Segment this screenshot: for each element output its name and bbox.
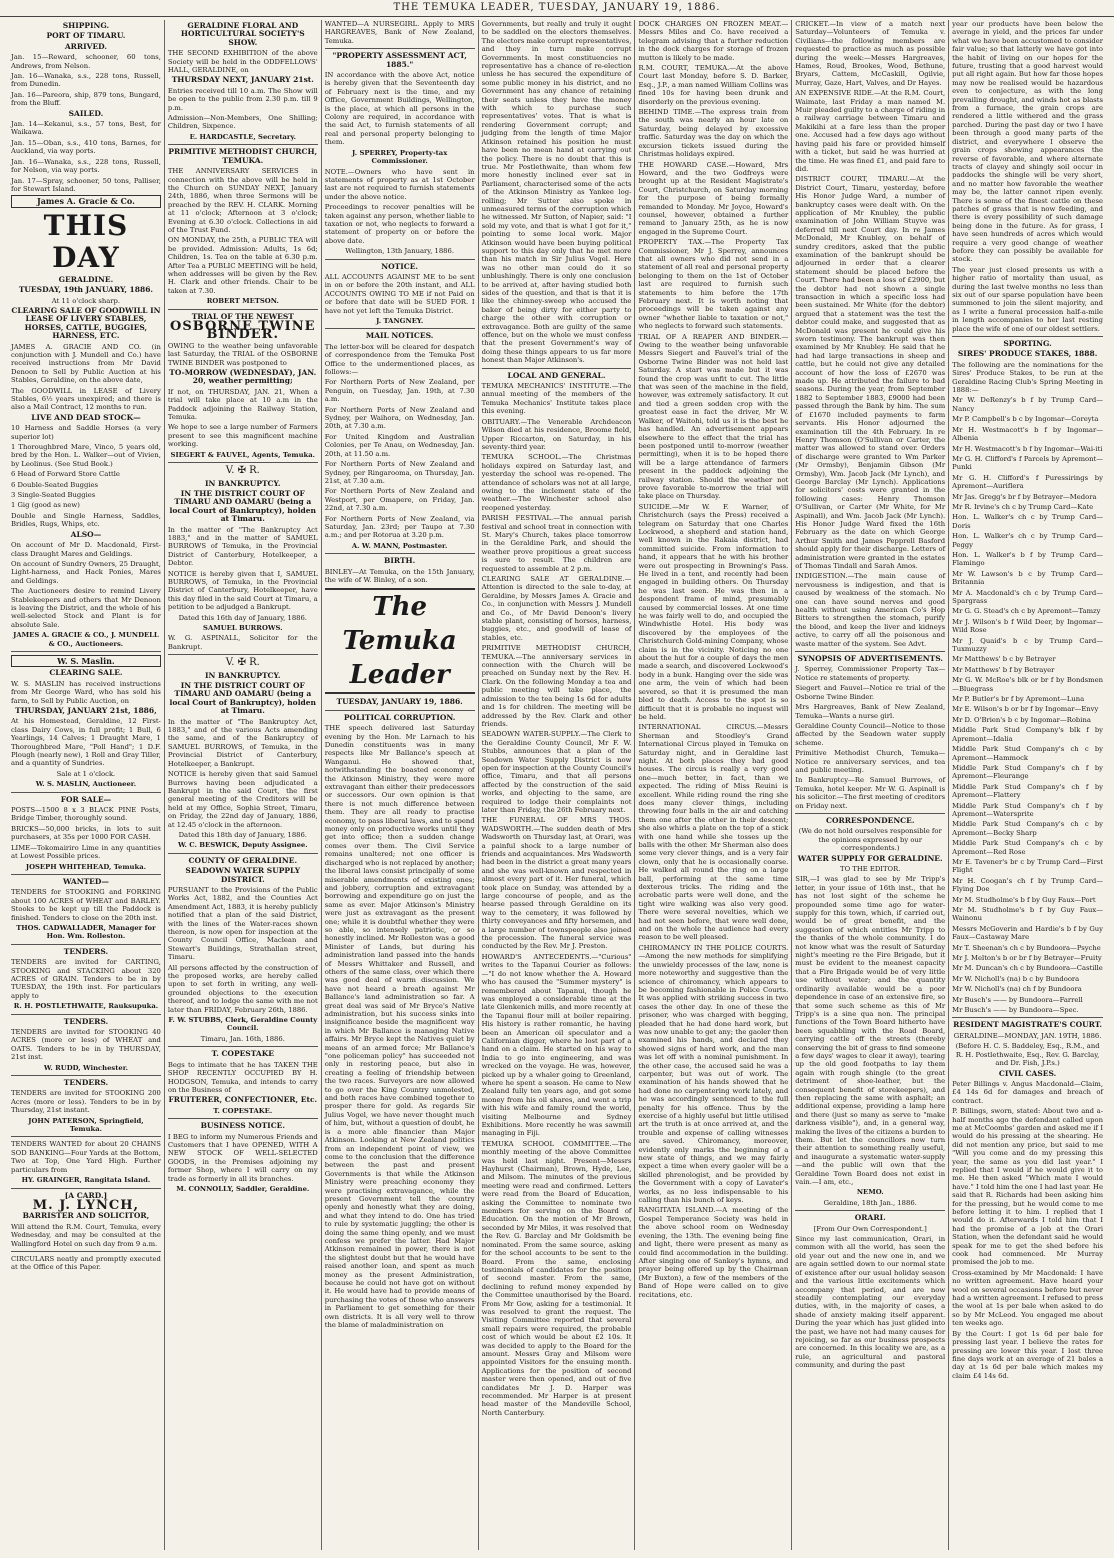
paragraph: 10 Harness and Saddle Horses (a very superior lot): [11, 424, 161, 441]
paragraph: Mr J. Wilson's b f Wild Deer, by Ingomar—Wild Rose: [952, 617, 1104, 635]
paragraph: By the Court: I got 1s 6d per bale for pressing last year. I believe the rates for pressing are lower this year. I lost three fine days work at an average of 21 bales a day at 1s 6d per bale which makes my claim £4 14s 6d.: [952, 1329, 1104, 1380]
signature-line: SIEGERT & FAUVEL, Agents, Temuka.: [170, 450, 316, 459]
section-heading: TO-MORROW (WEDNESDAY), JAN. 20, weather permitting;: [169, 368, 317, 386]
paragraph: Mr W. DeRenzy's b f by Trump Card—Nancy: [952, 396, 1104, 413]
centered-line: GERALDINE—MONDAY, JAN. 19TH, 1886.: [953, 1031, 1102, 1040]
paragraph: In Bankruptcy—Re Samuel Burrows, of Temuka, hotel keeper. Mr W. G. Aspinall is his solicitor.—The first meeting of creditors on Friday next.: [795, 776, 946, 810]
centered-line: Dated this 16th day of January, 1886.: [178, 613, 307, 622]
paragraph: The GOODWILL in LEASE of Livery Stables, 6½ years unexpired; and there is also a Mail Contract, 12 months to run.: [11, 386, 161, 412]
paragraph: TENDERS are invited for STOOKING 200 Acres (more or less). Tenders to be in by Thursday, 21st instant.: [11, 1089, 161, 1115]
section-heading: MAIL NOTICES.: [365, 331, 434, 341]
paragraph: The year just closed presents us with a higher ratio of mortality than usual, as during the last twelve months no less than six out of our sparse population have been summoned to join the silent majority, and as I write a funeral procession half-a-mile in length accompanies to her last resting place the wife of one of our oldest settlers.: [952, 265, 1104, 333]
section-heading: NOTICE.: [381, 261, 419, 271]
paragraph: Mr E. Tavener's br c by Trump Card—First Flight: [952, 857, 1104, 875]
paragraph: 1 Thoroughbred Mare, Vinco, 5 years old, bred by the Hon. L. Walker—out of Vivien, by Leolinus. (See Stud Book.): [11, 443, 161, 468]
royal-seal: V. ✠ R.: [225, 657, 260, 669]
paragraph: JAMES A. GRACIE AND CO. (in conjunction with J. Mundell and Co.) have received instructions from Mr David Denoon to Sell by Public Auction at his Stables, Geraldine, on the above date,: [11, 342, 161, 385]
paragraph: ON MONDAY, the 25th, a PUBLIC TEA will be provided. Admission: Adults, 1s 6d; Children, 1s. Tea on the table at 6.30 p.m. After Tea a PUBLIC MEETING will be held, when addresses will be given by the Rev. H. Clark and other friends. Chair to be taken at 7.30.: [167, 236, 318, 295]
signature-line: R. H. POSTLETHWAITE, Rauksupuka.: [13, 1002, 159, 1011]
section-heading: IN BANKRUPTCY.: [205, 478, 281, 488]
paragraph: DOCK CHARGES ON FROZEN MEAT.—Messrs Miles and Co. have received a telegram advising that a further reduction in the dock charges for storage of frozen mutton is likely to be made.: [638, 20, 789, 62]
display-heading: M. J. LYNCH,: [32, 1197, 140, 1213]
paragraph: CIRCULARS neatly and promptly executed at the Office of this Paper.: [11, 1254, 161, 1272]
column-2: [165, 20, 322, 1550]
section-heading: WATER SUPPLY FOR GERALDINE.: [797, 853, 943, 863]
paragraph: Mr R. Irvine's ch c by Trump Card—Kate: [952, 502, 1094, 511]
paragraph: THE FUNERAL OF MRS THOS. WADSWORTH.—The sudden death of Mrs Wadsworth on Thursday last, at Orari, was a painful shock to a large number of friends and acquaintances. Mrs Wadsworth had been in the district a great many years and she was well-known and respected in almost every part of it. Her funeral, which took place on Sunday, was attended by a large concourse of people, and as the hearse passed through Geraldine on its way to the cemetery, it was followed by thirty conveyances and fifty horsemen, and a large number of townspeople also joined the procession. The funeral service was conducted by the Rev. Mr J. Preston.: [481, 816, 632, 951]
paragraph: RANGITATA ISLAND.—A meeting of the Gospel Temperance Society was held in the above school room on Wednesday evening, the 13th. The evening being fine and light, there were present as many as could find accommodation in the building. After singing one of Sankey's hymns, and prayer being offered up by the Chairman (Mr Buxton), a few of the members of the Band of Hope were called on to give recitations, etc.: [638, 1206, 789, 1299]
section-heading: BUSINESS NOTICE.: [200, 1121, 285, 1131]
paragraph: Messrs McGoverin and Hardie's b f by Guy Faux—Castaway Mare: [952, 924, 1104, 942]
masthead: THE TEMUKA LEADER, TUESDAY, JANUARY 19, 1886.: [0, 0, 1114, 17]
paragraph: Geraldine County Council—Notice to those affected by the Seadown water supply scheme.: [795, 721, 946, 747]
section-heading: POLITICAL CORRUPTION.: [343, 712, 456, 722]
section-heading: THURSDAY, JANUARY 21st, 1886,: [15, 706, 157, 715]
paragraph: CRICKET.—In view of a match next Saturday—Volunteers of Temuka v. Civilians—the following members are requested to practice as much as possible during the week:—Messrs Hargreaves, Hames, Roud, Brookes, Wood, Bethune, Bryars, Cattem, McCaskill, Ogilvie, Murray, Gaze, Hart, Valves, and Dr Hayes.: [795, 20, 946, 87]
paragraph: PURSUANT to the Provisions of the Public Works Act, 1882, and the Counties Act Amendment Act, 1883, it is hereby publicly notified that a plan of the said District, with the lines of the Water-races shown thereon, is now open for inspection at the County Council Office, Maclean and Stewart's Buildings, Strathallan street, Timaru.: [167, 885, 318, 962]
signature-line: JAMES A. GRACIE & CO., J. MUNDELL & CO., Auctioneers.: [13, 631, 159, 648]
divider: [325, 553, 475, 554]
paragraph: All persons affected by the construction of the proposed works, are hereby called upon to set forth in writing, any well-grounded objections to the execution thereof, and to lodge the same with me not later than FRIDAY, February 26th, 1886.: [167, 963, 318, 1014]
paragraph: Will attend the R.M. Court, Temuka, every Wednesday, and may be consulted at the Wallingford Hotel on such day from 9 a.m.: [11, 1222, 161, 1248]
signature-line: NEMO.: [856, 1188, 884, 1197]
auctioneer-box: James A. Gracie & Co.: [11, 195, 161, 207]
paragraph: Mr D. O'Brien's b c by Ingomar—Robina: [952, 715, 1091, 724]
divider: [795, 1210, 945, 1211]
signature-line: W. S. MASLIN, Auctioneer.: [35, 780, 137, 789]
paragraph: Middle Park Stud Company's ch c by Apremont—Becky Sharp: [952, 820, 1104, 837]
paragraph: I BEG to inform my Numerous Friends and Customers that I have OPENED, WITH A NEW STOCK OF WELL-SELECTED GOODS, in the Premises adjoining my former Shop, where I will carry on my trade as formerly in all its branches.: [167, 1132, 318, 1183]
paragraph: P. Billings, sworn, stated: About two and a-half months ago the defendant called upon me at McCoombs' garden and asked me if I would do his pressing at the shearing. He did not mention any price, but said to me "Will you come and do my pressing this year, the same as you did last year." I replied that I would if he would give it to me. He then asked "Which mate I would have." I told him the one I had last year. He said that R. Richards had been asking him for the pressing, but he would come to me before letting it to him. I replied that I would do it. Afterwards I told him that I had the promise of a job at the Orari Station, when the defendant said he would speak for me to get the shed before his cook had commenced. Mr Murray promised the job to me.: [952, 1107, 1104, 1267]
section-heading: IN BANKRUPTCY.: [205, 670, 281, 680]
divider: [952, 336, 1103, 337]
paragraph: POSTS—1500 8 x 3 BLACK PINE Posts, Bridge Timber, thoroughly sound.: [11, 806, 161, 823]
paragraph: PARISH FESTIVAL.—The annual parish festival and school treat in connection with St. Mary's Church, takes place tomorrow in the Geraldine Park, and should the weather prove propitious a great success is sure to result. The children are requested to assemble at 2 p.m.: [481, 514, 632, 573]
section-heading: THURSDAY NEXT, JANUARY 21st.: [171, 75, 314, 85]
section-heading: FOR SALE—: [60, 794, 112, 804]
paragraph: Mr H. Westmacott's b f by Ingomar—Wai-iti: [952, 444, 1103, 453]
section-heading: T. COPESTAKE: [211, 1049, 274, 1059]
section-heading: SHIPPING.: [62, 21, 110, 30]
paragraph: Governments, but really and truly it ought to be saddled on the electors themselves. The electors make corrupt representatives, and they in turn make corrupt Governments. In most constituencies no representative has a chance of re-election unless he has secured the expenditure of some public money in his district, and no Government has any chance of retaining their seats unless they have the money with which to purchase such representatives' votes. That is what is rendering Government corrupt; and judging from the length of time Major Atkinson retained his position he must have been no mean hand at carrying out the policy. There is no doubt that this is true. Mr Postlethwaite, than whom few more honestly inclined ever sat in Parliament, characterised some of the acts of the Atkinson Ministry as Yankee log-rolling; Mr Sutter also spoke in unmeasured terms of the corruption which he witnessed. Mr Sutton, of Napier, said: "I sold my vote, and that is what I got for it," pointing to some local work. Major Atkinson would have been buying political support to this day only that he met more than his match in Sir Julius Vogel. Here was no other man could do it so unblushingly. There is only one conclusion to be arrived at, after having studied both sides of the question, and that is that it is like the chimney-sweep who accused the baker of being dirty for either party to charge the other with corruption or extravagance. Both are guilty of the same offence, but on the whole we must confess that the present Government's way of doing these things appears to us far more honest than Major Atkinson's.: [481, 20, 632, 365]
section-heading: RESIDENT MAGISTRATE'S COURT.: [953, 1020, 1102, 1030]
paragraph: LIME—Tokomairiro Lime in any quantities at Lowest Possible prices.: [11, 843, 161, 861]
paragraph: Mr H. Westmacott's b f by Ingomar—Albenia: [952, 425, 1104, 443]
section-heading: ORARI.: [854, 1213, 886, 1223]
divider: [168, 1046, 318, 1047]
divider: [11, 1136, 161, 1137]
divider: [168, 1118, 318, 1119]
divider: [482, 368, 632, 369]
section-heading: CIVIL CASES.: [998, 1068, 1057, 1078]
paragraph: Mr T. Sheenan's ch c by Bundoora—Psyche: [952, 943, 1101, 952]
paragraph: Cross-examined by Mr Macdonald: I have no written agreement. Have heard your wool on several occasions before but never had a written agreement. I refused to press the wool at 1s per bale when asked to do so by Mr McLeod. You engaged me about ten weeks ago.: [952, 1268, 1104, 1328]
signature-line: J. TANGNEY.: [376, 317, 424, 325]
paragraph: Mr W. Lawson's b c by Trump Card—Britannia: [952, 569, 1104, 587]
paragraph: Middle Park Stud Company's ch f by Apremont—Fleurange: [952, 763, 1104, 781]
divider: [325, 710, 475, 711]
paragraph: Hon. L. Walker's b f by Trump Card—Flamingo: [952, 550, 1104, 568]
signature-line: W. C. BESWICK, Deputy Assignee.: [177, 841, 308, 850]
paragraph: Jan. 16—Pareora, ship, 879 tons, Bungard, from the Bluff.: [11, 90, 161, 108]
paragraph: TEMUKA SCHOOL COMMITTEE.—The monthly meeting of the above Committee was held last night. Present—Messrs Hayhurst (Chairman), Brown, Hyde, Lee, and Milsom. The minutes of the previous meeting were read and confirmed. Letters were read from the Board of Education, asking the Committee to nominate two members for serving on the Board of Education. On the motion of Mr Brown, seconded by Mr Miles, it was resolved that the Rev. G. Barclay and Mr Goldsmith be nominated. From the same source, asking for the school accounts to be sent to the Board. From the same, enclosing testimonials of candidates for the position of second master. From the same, declining to refund money expended by the Committee unauthorised by the Board. From Mr Gow, asking for a testimonial. It was resolved to grant the request. The Visiting Committee reported that several small repairs were required, the probable cost of which would be about £2 10s. It was decided to apply to the Board for the amount. Messrs Gray and Milsom were appointed Visitors for the ensuing month. Applications for the position of second master were then opened, and out of five candidates Mr J. D. Harper was recommended. Mr Harper is at present head master of the Mandeville School, North Canterbury.: [481, 1139, 632, 1417]
paragraph: NOTICE is hereby given that said Samuel Burrows having been adjudicated a Bankrupt in the said Court, the first general meeting of the Creditors will be held at my Office, Sophia Street, Timaru, on Friday, the 22nd day of January, 1886, at 12.45 o'clock in the afternoon.: [167, 770, 318, 829]
auctioneer-box: W. S. Maslin.: [11, 655, 161, 667]
signature-line: JOHN PATERSON, Springfield, Temuka.: [28, 1116, 144, 1134]
paragraph: THE speech delivered last Saturday evening by the Hon. Mr Larnach to his Dunedin constituents was in many respects like Mr Ballance's speech at Wanganui. He showed that, notwithstanding the boasted economy of the Atkinson Ministry, they were more extravagant than either their predecessors or successors. Our own opinion is that there is not much difference between them. They are all ready to practise economy, to pass liberal laws, and to spend money only on productive works until they get into office; then a sudden change comes over them. The Civil Service remains unaltered; not one officer is discharged who is not replaced by another; the liberal laws consist principally of some miserable amendments of existing ones; and jobbery, corruption and extravagant borrowing and expenditure go on just the same as ever. Major Atkinson's Ministry were just as extravagant as the present one; while it is doubtful whether they were so able, so intensely patriotic, or so honestly inclined. Mr Rolleston was a good Minister of Lands, but during his administration land passed into the hands of Messrs Whittaker and Russell, and others of the same class, over which there was good deal of warm discussion. We have not heard a breath against Mr Ballance's land administration so far. A great deal was said of Mr Bryce's Native administration, but his success sinks into insignificance beside the magnificent way in which Mr Ballance is managing Native affairs. Mr Bryce kept the Natives quiet by means of an armed force; Mr Ballance's "one policeman policy" has succeeded not only in restoring peace, but also in creating a feeling of friendship between the two races. Surveyors are now allowed to go over the King Country unmolested, and both races have combined together to prosper there for gold. As regards Sir Julius Vogel, we have never thought much of him, but, without a question of doubt, he is a more able financier than Major Atkinson. Looking at New Zealand politics from an independent point of view, we come to the conclusion that the difference between the past and present Governments is that while the Atkinson Ministry were preaching economy they were practising extravagance, while the present Government tell the country openly and honestly what they are doing, and what they intend to do. One has tried to rule by systematic juggling; the other is doing the same thing openly, and we must confess we prefer the latter. Had Major Atkinson remained in power, there is not the slightest doubt but that he would have raised another loan, and spent as much money as the present Administration, because he could not have got on without it. He would have had to provide means of purchasing the votes of those who answers in Parliament to get something for their own districts. It is all very well to throw the blame of maladministration on: [324, 724, 475, 1330]
paragraph: Jan. 16—Wanaka, s.s., 228 tons, Russell, from Dunedin.: [11, 72, 161, 89]
paragraph: Mr Matthews' b f by Betrayer: [952, 665, 1055, 674]
paragraph: OBITUARY.—The Venerable Archdeacon Wilson died at his residence, Broome field, Upper Riccarton, on Saturday, in his seventy-third year.: [481, 417, 632, 451]
paragraph: Middle Park Stud Company's ch c by Apremont—Hammock: [952, 745, 1104, 762]
signature-line: JOSEPH WHITEHEAD, Temuka.: [25, 862, 146, 871]
centered-line: At 11 o'clock sharp.: [51, 296, 121, 305]
paragraph: For United Kingdom and Australian Colonies, per Te Anau, on Wednesday, Jan. 20th, at 11.50 a.m.: [324, 432, 475, 458]
divider: [952, 1017, 1103, 1018]
paragraph: We hope to see a large number of Farmers present to see this magnificent machine working.: [167, 423, 318, 449]
paragraph: INTERNATIONAL CIRCUS.—Messrs Sherman and Stoodley's Grand International Circus played in Temuka on Saturday night, and in Geraldine last night. At both places they had good houses. The circus is really a very good one—much better, in fact, than we expected. The riding of Miss Reuini is excellent. While riding round the ring she does many clever things, including throwing four balls in the air and catching them one after the other in their descent; she also whirls a plate on the top of a stick with one hand while she tosses up the balls with the other. Mr Sherman also does some very clever things, and is a very fair clown, only that he is occasionally coarse. He walked all round the ring on a large ball, performing at the same time dexterous tricks. The riding and the acrobatic parts were well done, and the tight wire walking was also very good. There were several novelties, which we had not seen before, that were well done, and on the whole the audience had every reason to be well pleased.: [638, 723, 789, 942]
section-heading: LOCAL AND GENERAL.: [507, 370, 606, 380]
paragraph: BINLEY—At Temuka, on the 15th January, the wife of W. Binley, of a son.: [324, 567, 475, 584]
paragraph: Jan. 14—Kekanui, s.s., 57 tons, Best, for Waikawa.: [11, 120, 161, 137]
section-heading: PORT OF TIMARU.: [46, 31, 126, 41]
signature-line: M. CONNOLLY, Saddler, Geraldine.: [176, 1184, 310, 1193]
paragraph: Begs to intimate that he has TAKEN THE SHOP RECENTLY OCCUPIED BY H. HODGSON, Temuka, and intends to carry on the Business of: [167, 1060, 318, 1094]
paragraph: Mr G. H. Clifford's f Parcels by Apremont—Punki: [952, 454, 1104, 472]
signature-line: ROBERT METSON.: [206, 297, 279, 306]
signature-line: T. COPESTAKE.: [213, 1106, 273, 1115]
paragraph: The following are the nominations for the Sires' Produce Stakes, to be run at the Geraldine Racing Club's Spring Meeting in 1888:—: [952, 360, 1104, 395]
column-4: [479, 20, 636, 1550]
royal-seal: V. ✠ R.: [225, 465, 260, 477]
paragraph: Hon. L. Walker's ch c by Trump Card—Peggy: [952, 532, 1104, 549]
paragraph: If not, on THURSDAY, JAN. 21, When a trial will take place at 10 a.m in the Paddock adjoining the Railway Station, Temuka.: [167, 387, 318, 422]
paragraph: Mr G. G. Stead's ch c by Apremont—Tamzy: [952, 607, 1101, 616]
paragraph: ALL ACCOUNTS AGAINST ME to be sent in on or before the 20th instant, and ALL ACCOUNTS OWING TO ME if not Paid on or before that date will be SUED FOR. I have not yet left the Temuka District.: [324, 272, 475, 315]
paragraph: THE HOWARD CASE.—Howard, Mrs Howard, and the two Godfreys were brought up at the Resident Magistrate's Court, Christchurch, on Saturday morning for the purpose of being formally remanded to Monday. Mr Joyce, Howard's counsel, however, obtained a further remand to January 25th, as he is now engaged in the Supreme Court.: [638, 160, 789, 236]
centered-line: Sale at 1 o'clock.: [56, 769, 116, 778]
paragraph: Mr Matthews' b c by Betrayer: [952, 655, 1056, 664]
paragraph: CHIROMANCY IN THE POLICE COURTS.—Among the new methods for simplifying the unwieldy processes of the law, none is more noteworthy and suggestive than the science of chiromancy, which appears to be becoming fashionable in Police Courts. It was applied with striking success in two cases the other day. In one of these the prisoner, who was charged with begging, pleaded that he had done hard work, but was now unable to get any; the gaoler then examined his hands, and declared they showed signs of hard work, and the man was let off with a nominal punishment. In the other case, the accused said he was a carpenter, but was out of work. The examination of his hands showed that he had done no carpentering work lately, and he was accordingly sentenced to the full penalty for his offence. Thus by the exercise of a highly useful but little utilised art the truth is at once arrived at, and the trouble and expense of calling witnesses are saved. Chiromancy, moreover, evidently only marks the beginning of a new state of things, and we may fairly expect a time when every gaoler will be a skilled phrenologist, and be provided by the Government with a copy of Lavater's works, as no less indispensable to his calling than his bunch of keys.: [638, 943, 789, 1205]
section-heading: GERALDINE FLORAL AND HORTICULTURAL SOCIETY'S SHOW.: [180, 21, 305, 47]
centered-line: Wellington, 13th January, 1886.: [345, 247, 454, 256]
paragraph: Mr G. W. McRoe's blk or br f by Bondsmen—Bluegrass: [952, 676, 1104, 693]
section-heading: [A CARD.]: [64, 1190, 108, 1200]
section-heading: COUNTY OF GERALDINE.: [188, 855, 298, 865]
paragraph: For Northern Ports of New Zealand and Westport, per Omapere, on Friday, Jan. 22nd, at 7.30 a.m.: [324, 487, 475, 513]
centered-line: [From Our Own Correspondent.]: [813, 1224, 927, 1233]
paragraph: 3 Single-Seated Buggies: [11, 491, 96, 500]
divider: [11, 874, 161, 875]
paragraph: Mr Busch's —— by Bundoora—Farrell: [952, 995, 1083, 1004]
paragraph: In the matter of "The Bankruptcy Act 1883," and in the matter of SAMUEL BURROWS of Temuka, in the Provincial District of Canterbury, Hotelkeeper, a Debtor.: [167, 525, 318, 568]
centered-line: TO THE EDITOR.: [840, 865, 901, 873]
signature-line: THOS. CADWALLADER, Manager for Hon. Wm. Rolleston.: [16, 923, 156, 941]
paragraph: The letter-box will be cleared for despatch of correspondence from the Temuka Post Office to the undermentioned places, as follows:—: [324, 342, 475, 377]
paragraph: TENDERS are invited for CARTING, STOOKING and STACKING about 320 ACRES of GRAIN. Tenders to be in by TUESDAY, the 19th inst. For particulars apply to: [11, 958, 161, 1000]
paragraph: Mr E. Wilson's b or br f by Ingomar—Envy: [952, 705, 1099, 714]
paragraph: OWING to the weather being unfavorable last Saturday, the TRIAL of the OSBORNE TWINE BINDER was postponed to: [167, 341, 318, 367]
divider: [168, 853, 318, 854]
section-heading: TUESDAY, 19th JANUARY, 1886.: [18, 285, 154, 295]
paragraph: TENDERS are invited for STOOKING 40 ACRES (more or less) of WHEAT and OATS. Tenders to be in by THURSDAY, 21st inst.: [11, 1028, 161, 1062]
paragraph: NOTE.—Owners who have sent in statements of property as at 1st October last are not required to furnish statements under the above notice.: [324, 167, 475, 201]
paragraph: Since my last communication, Orari, in common with all the world, has seen the old year out and the new one in, and we are again settled down to our normal state of existence after our usual holiday season and the various little excitements which accompany that period, and are now steadily contemplating our everyday duties, with, in the majority of cases, a shade of anxiety making itself apparent. During the year which has just glided into the past, we have not had many causes for rejoicing, so far as our business prospects are concerned. In this locality we are, as a rule, an agricultural and pastoral community, and during the past: [795, 1235, 946, 1370]
paragraph: R.M. COURT, TEMUKA.—At the above Court last Monday, before S. D. Barker, Esq., J.P., a man named William Collins was fined 10s for having been drunk and disorderly on the previous evening.: [638, 64, 789, 106]
centered-line: Timaru, Jan. 16th, 1886.: [200, 1034, 285, 1043]
column-3: [322, 20, 479, 1550]
paragraph: On account of Mr D. Macdonald, First-class Draught Mares and Geldings.: [11, 541, 161, 558]
paragraph: Mr G. H. Clifford's f Puressirings by Apremont—Auriflera: [952, 473, 1104, 491]
signature-line: SAMUEL BURROWS.: [203, 624, 283, 632]
paragraph: HOWARD'S ANTECEDENTS.—"Curious" writes to the Tapanui Courier as follows:—"I do not know whether the A. Howard who has caused the "Summer mystery" is remembered about Tapanui, though he was employed a considerable time at the late Glenkenich mills, and more recently at the Tapanui flour mill at boiler repairing. His history is rather romantic, he having been an American oil speculator and a Californian digger, where he lost part of a hand on a claim. He started on his way to India to go into engineering, and was wrecked on the voyage. He was, however, picked up by a whaler going to Greenland, where he spent a season. He came to New Zealand fully ten years ago, and got some money from his oil shares, and went a trip with his wife and family round the world, visiting Melbourne and Sydney Exhibitions. More recently he was sawmill managing in Fiji.: [481, 952, 632, 1138]
paragraph: Mr J. Quaid's b c by Trump Card—Tuxmuzzy: [952, 636, 1104, 654]
divider: [168, 462, 318, 463]
paragraph: IN accordance with the above Act, notice is hereby given that the Seventeenth day of February next is the time, and my Office, Government Buildings, Wellington, is the place, at which all persons in the Colony are required, in accordance with the said Act, to furnish statements of all real and personal property belonging to them.: [324, 71, 475, 147]
section-heading: LIVE AND DEAD STOCK—: [31, 412, 141, 422]
paragraph: PRIMITIVE METHODIST CHURCH, TEMUKA.—The anniversary services in connection with the Church will be preached on Sunday next by the Rev. H. Clark. On the following Monday a tea and public meeting will take place, the admission to the tea being 1s 6d for adults and 1s for children. The meeting will be addressed by the Rev. Clark and other friends.: [481, 644, 632, 728]
paragraph: Primitive Methodist Church, Temuka—Notice re anniversary services, and tea and public meeting.: [795, 749, 946, 774]
paragraph: CLEARING SALE AT GERALDINE.—Attention is directed to the sale to-day, at Geraldine, by Messrs James A. Gracie and Co., in conjunction with Messrs J. Mundell and Co., of Mr David Denoon's livery stable plant, consisting of horses, harness, buggies, etc., and goodwill of lease of stables, etc.: [481, 575, 632, 642]
paragraph: Hon. L. Walker's ch c by Trump Card—Doris: [952, 513, 1104, 530]
paragraph: TEMUKA MECHANICS' INSTITUTE.—The annual meeting of the members of the Temuka Mechanics' Institute takes place this evening.: [481, 382, 632, 416]
paragraph: Jan. 16—Wanaka, s.s., 228 tons, Russell, for Nelson, via way ports.: [11, 157, 161, 175]
section-heading: ALSO—: [70, 529, 102, 539]
paragraph: Double and Single Harness, Saddles, Bridles, Rugs, Whips, etc.: [11, 511, 161, 529]
column-5: [635, 20, 792, 1550]
section-heading: PRIMITIVE METHODIST CHURCH, TEMUKA.: [168, 147, 318, 165]
display-heading: THIS DAY: [43, 208, 129, 274]
divider: [168, 144, 318, 145]
paragraph: Mr P. Campbell's b c by Ingomar—Coreyta: [952, 415, 1099, 424]
section-heading: IN THE DISTRICT COURT OF TIMARU AND OAMARU (being a local Court of Bankruptcy), holden at Timaru.: [169, 681, 317, 716]
signature-line: F. W. STUBBS, Clerk, Geraldine County Council.: [168, 1016, 318, 1033]
paragraph: Mr A. Macdonald's ch c by Trump Card—Spargrass: [952, 588, 1104, 605]
paragraph: THE SECOND EXHIBITION of the above Society will be held in the ODDFELLOWS' HALL, GERALDINE, on: [167, 49, 318, 75]
section-heading: CLEARING SALE OF GOODWILL IN LEASE OF LIVERY STABLES, HORSES, CATTLE, BUGGIES, HARNESS, ETC.: [11, 305, 161, 341]
column-6: [792, 20, 949, 1550]
paragraph: Mr W. Nicholl's (na) b c by Bundoora: [952, 974, 1080, 983]
centered-line: (Before H. C. S. Baddeley, Esq., R.M., and R. H. Postlethwaite, Esq., Rev. G. Barclay, and Dr. Fish, J.P.s.): [955, 1042, 1100, 1068]
paragraph: PROPERTY TAX.—The Property Tax Commissioner, Mr J. Sperrey, announces that all owners who did not send in a statement of all real and personal property belonging to them on the 1st of October last are required to furnish such statements to him before the 17th February next. It is worth noting that proceedings will be taken against any owner "whether liable to taxation or not," who neglects to forward such statements.: [638, 238, 789, 331]
paragraph: Middle Park Stud Company's ch c by Apremont—Red Rose: [952, 839, 1104, 856]
paragraph: Mr M. Duncan's ch c by Bundoora—Castille: [952, 964, 1103, 973]
paragraph: Mr J. Melton's b or br f by Betrayer—Fruity: [952, 954, 1102, 963]
paragraph: SIR,—I was glad to see by Mr Tripp's letter, in your issue of 16th inst., that he has not lost sight of the scheme he propounded some time ago for water-supply for this town, which, if carried out, would be of great benefit, and the suggestion of which entitles Mr Tripp to the thanks of the whole community. I do not know what was the result of Saturday night's meeting re the Fire Brigade, but it must be evident to the meanest capacity that a Fire Brigade would be of very little use without water; and the quantity ordinarily available would be a poor dependence in case of an extensive fire, so that some such scheme as this of Mr Tripp's is a sine qua non. The principal functions of the Town Board hitherto have been squabbling with the Road Board, carrying cattle off the streets (thereby conserving the bit of grass to find someone a few days' wages to clear it away), tearing up the old good footpaths to lay them again with rough shingle (to the great detriment of shoe-leather, but the consequent benefit of storekeepers), and then replacing the same with asphalt; an additional expense, providing a lamp here and there (just so many as serve to "make darkness visible"), and, in a general way, making the lives of the citizens a burden to them. But let the councillors now turn their attention to something really useful, and inaugurate a systematic water-supply—and the public will own that the Geraldine Town Board does not exist in vain.—I am, etc.,: [795, 875, 946, 1187]
paragraph: Mr P. Butler's br f by Apremont—Luna: [952, 695, 1085, 704]
section-heading: FRUITERER, CONFECTIONER, Etc.: [168, 1095, 318, 1105]
paragraph: year our products have been below the average in yield, and the prices far under what we have been accustomed to consider fair value; so that latterly we have got into the habit of living on our hopes for the future, trusting that a good harvest would put all right again. But how far those hopes may now be realised would be hazardous even to conjecture, as with the long prevailing drought, and winds hot as blasts from a furnace, the grain crops are rendered a little withered and the grass parched. During the past day or two I have been through a good many parts of the district, and everywhere I observe the grain crops showing appearances the reverse of favorable, and where alternate tracts of clayey and shingly soil occur in paddocks the shingle will be very short, and no matter how favorable the weather may be, the latter cannot ripen evenly. There is some of the finest cattle on these patches of grass that is now feeding, and there is every possibility of such damage being done in the future. As for grass, I have seen hundreds of acres which would require a very good change of weather before they can possibly be available for stock.: [952, 20, 1104, 264]
section-heading: TENDERS.: [63, 1078, 109, 1088]
paragraph: Jan. 15—Oban, s.s., 410 tons, Barnes, for Auckland, via way ports.: [11, 138, 161, 156]
divider: [325, 328, 475, 329]
paragraph: 1 Gig (good as new): [11, 501, 80, 510]
paragraph: J. Sperrey, Commissioner Property Tax—Notice re statements of property.: [795, 665, 946, 682]
paper-title: The Temuka Leader: [325, 588, 475, 694]
divider: [11, 792, 161, 793]
paragraph: Siegert and Fauvel—Notice re trial of the Osborne Twine Binder.: [795, 684, 946, 701]
section-heading: SYNOPSIS OF ADVERTISEMENTS.: [797, 654, 943, 664]
paragraph: 6 Head of Forward Store Cattle: [11, 470, 120, 479]
signature-line: HY. GRAINGER, Rangitata Island.: [21, 1176, 151, 1185]
signature-line: J. SPERREY, Property-tax Commissioner.: [352, 148, 448, 166]
paragraph: At his Homestead, Geraldine, 12 First-class Dairy Cows, in full profit; 1 Bull, 6 Yearlings, 14 Calves; 1 Draught Mare, 1 Thoroughbred Mare, "Poll Hand"; 1 D.F. Plough (nearly new), 1 Roll and Gray Tiller, and a quantity of Sundries.: [11, 717, 161, 768]
column-1: [8, 20, 165, 1550]
paragraph: Mr H. Coogan's ch f by Trump Card—Flying Doe: [952, 876, 1104, 894]
divider: [11, 944, 161, 945]
section-heading: WANTED—: [62, 876, 109, 886]
signature-line: E. HARDCASTLE, Secretary.: [189, 132, 296, 141]
section-heading: IN THE DISTRICT COURT OF TIMARU AND OAMARU (being a local Court of Bankruptcy), holden at Timaru.: [169, 488, 317, 524]
section-heading: SIRES' PRODUCE STAKES, 1888.: [957, 349, 1098, 359]
section-heading: BIRTH.: [384, 556, 416, 566]
paragraph: BRICKS—50,000 bricks, in lots to suit purchasers, at 35s per 1000 FOR CASH.: [11, 824, 161, 842]
centered-line: Dated this 18th day of January, 1886.: [178, 830, 307, 839]
paragraph: Jan. 15—Reward, schooner, 60 tons, Andrews, from Nelson.: [11, 53, 161, 70]
divider: [11, 651, 161, 652]
divider: [11, 1188, 161, 1189]
paragraph: AN EXPENSIVE RIDE.—At the R.M. Court, Waimate, last Friday a man named M. Muir pleaded guilty to a charge of riding in a railway carriage between Timaru and Makikihi at a fare less than the proper one. Accused had a few days ago without having paid his fare or provided himself with a ticket, but said he was hurried at the time. He was fined £1, and paid fare to did.: [795, 89, 946, 173]
paragraph: Mr M. Studholme's b f by Guy Faux—Port: [952, 895, 1096, 904]
paragraph: For Northern Ports of New Zealand, via Saturday, Jan. 23rd; per Taupo at 7.30 a.m.; and per Rotorua at 3.20 p.m.: [324, 514, 475, 540]
paragraph: In the matter of "The Bankruptcy Act, 1883," and of the various Acts amending the same, and of the Bankruptcy of SAMUEL BURROWS, of Temuka, in the Provincial District of Canterbury, Hotelkeeper, a Bankrupt.: [167, 717, 318, 768]
divider: [795, 813, 945, 814]
paragraph: INDIGESTION.—The main cause of nervousness is indigestion, and that is caused by weakness of the stomach. No one can have sound nerves and good health without using American Co's Hop Bitters to strengthen the stomach, purify the blood, and keep the liver and kidneys active, to carry off all the poisonous and waste matter of the system. See Advt.: [795, 572, 946, 648]
paragraph: The Auctioneers desire to remind Livery Stablekeepers and others that Mr Denoon is leaving the District, and the whole of his well-selected Stock and Plant is for absolute Sale.: [11, 587, 161, 629]
section-heading: ARRIVED.: [64, 41, 108, 51]
paragraph: Mr Busch's —— by Bundoora—Spec.: [952, 1006, 1079, 1015]
section-heading: SEADOWN WATER SUPPLY DISTRICT.: [185, 866, 301, 884]
section-heading: "PROPERTY ASSESSMENT ACT, 1885.": [332, 51, 467, 69]
divider: [11, 1075, 161, 1076]
paragraph: THE ANNIVERSARY SERVICES in connection with the above will be held in the Church on SUNDAY NEXT, January 24th, 1886, when three Sermons will be preached by the REV. H. CLARK. Morning at 11 o'clock; Afternoon at 3 o'clock; Evening at 6.30 o'clock. Collections in aid of the Trust Fund.: [167, 167, 318, 234]
section-heading: SAILED.: [68, 108, 104, 118]
column-7: [949, 20, 1106, 1550]
divider: [11, 1014, 161, 1015]
paragraph: Mr Jas. Gregg's br f by Betrayer—Medora: [952, 492, 1097, 501]
divider: [168, 654, 318, 655]
paragraph: TENDERS for STOOKING and FORKING about 100 ACRES of WHEAT and BARLEY. Stooks to be kept up till the Paddock is finished. Tenders to close on the 20th inst.: [11, 888, 161, 922]
paragraph: WANTED—A NURSEGIRL. Apply to MRS HARGREAVES, Bank of New Zealand, Temuka.: [324, 20, 475, 45]
centered-line: (We do not hold ourselves responsible for the opinions expressed by our correspondents.): [798, 827, 942, 853]
paragraph: 6 Double-Seated Buggies: [11, 480, 99, 489]
paragraph: Middle Park Stud Company's ch f by Apremont—Watersprite: [952, 801, 1104, 818]
section-heading: CLEARING SALE.: [49, 668, 123, 678]
signature-line: W. RUDD, Winchester.: [43, 1063, 129, 1072]
section-heading: GERALDINE.: [58, 274, 114, 284]
paragraph: Mr M. Studholme's b f by Guy Faux—Wainonu: [952, 906, 1104, 923]
divider: [325, 48, 475, 49]
paragraph: Mr W. Nicholl's (na) ch f by Bundoora: [952, 985, 1082, 994]
paragraph: For Northern Ports of New Zealand and Sydney, per Waihora, on Wednesday, Jan. 20th, at 7.30 a.m.: [324, 405, 475, 431]
paragraph: For Northern Ports of New Zealand and Sydney, per Ringarooma, on Thursday, Jan. 21st, at 7.30 a.m.: [324, 460, 475, 485]
paragraph: DISTRICT COURT, TIMARU.—At the District Court, Timaru, yesterday, before His Honor Judge Ward, a number of bankruptcy cases were dealt with. On the application of Mr Knubley, the public examination of John William Stuyve was deferred till next Court day. In re James McDonald, Mr Knubley, on behalf of sundry creditors, asked that the public examination of the bankrupt should be adjourned in order that a clearer statement should be placed before the Court. There had been a loss of £2900, but the debtor had not shown a single transaction in which a specific loss had been sustained. Mr White (for the debtor) argued that a statement was the test the debtor could make, and suggested that as McDonald was present he could give his sworn testimony. The bankrupt was then examined by Mr Knubley. He said that he had had large transactions in sheep and cattle, but he could not give any detailed account of how the loss of £2670 was made up. He attributed the failure to bad seasons. During the year, from September 1882 to September 1883, £9000 had been passed through the Bank by him. The sum of £1670 included payments to farm servants. His Honor adjourned the examination till the 4th February. In re Henry Thomson (O'Sullivan or Carter, the matter was allowed to stand over. Orders of discharge were granted to Wm Parker (Mr Ormsby), Benjamin Gibson (Mr Ormsby), Wm. Jacob Jack (Mr Lynch), and George Barclay (Mr Lynch). Applications for solicitors' costs were granted in the following cases: Henry Thomson O'Sullivan, or Carter (Mr White, for Mr Aspinall), and Wm. Jacob Jack (Mr Lynch). His Honor Judge Ward fixed the 16th February as the date on which George Arthur Smith and James Pepprell Basford should apply for their discharge. Letters of administration were granted in the estates of Thomas Tindall and Sarah Amos.: [795, 175, 946, 570]
paragraph: On account of Sundry Owners, 25 Draught, Light-harness, and Hack Ponies, Mares and Geldings.: [11, 559, 161, 585]
display-heading: OSBORNE TWINE BINDER.: [170, 319, 316, 343]
paragraph: For Northern Ports of New Zealand, per Penguin, on Tuesday, Jan. 19th, at 7.30 a.m.: [324, 378, 475, 404]
paragraph: W. G. ASPINALL, Solicitor for the Bankrupt.: [167, 634, 318, 651]
section-heading: SPORTING.: [1003, 339, 1052, 349]
paragraph: BEHIND TIME.—The express train from the south was nearly an hour late on Saturday, being delayed by excessive traffic. Saturday was the day on which the excursion tickets issued during the Christmas holidays expired.: [638, 108, 789, 159]
section-heading: CORRESPONDENCE.: [825, 815, 915, 825]
paragraph: Jan. 17—Spray, schooner, 50 tons, Palliser, for Stewart Island.: [11, 176, 161, 193]
paragraph: Proceedings to recover penalties will be taken against any person, whether liable to taxation or not, who neglects to forward a statement of property on or before the above date.: [324, 203, 475, 245]
paragraph: TEMUKA SCHOOL.—The Christmas holidays expired on Saturday last, and yesterday the school was re-opened. The attendance of scholars was not at all large, owing to the inclement state of the weather.—The Winchester school also reopened yesterday.: [481, 453, 632, 512]
section-heading: TENDERS.: [63, 1016, 109, 1026]
paragraph: Middle Park Stud Company's ch f by Apremont—Flattery: [952, 782, 1104, 800]
paragraph: TRIAL OF A REAPER AND BINDER.—Owing to the weather being unfavorable Messrs Siegert and Fauvel's trial of the Osborne Twine Binder was not held last Saturday. A start was made but it was found the crop was unfit to cut. The little that was seen of the machine in the field, however, was extremely satisfactory. It cut and tied a green sodden crop with the greatest ease in fact the driver, Mr W. Walker, of Waitohi, told us it is the best he has handled. An advertisement appears elsewhere to the effect that the trial has been postponed until to-morrow (weather permitting), when it is to be hoped there will be a large attendance of farmers present in the paddock adjoining the railway station. Should the weather not prove favorable to-morrow the trial will take place on Thursday.: [638, 332, 789, 501]
paragraph: TENDERS WANTED for about 20 CHAINS SOD BANKING—Four Yards at the Bottom, Two at Top, One Yard High. Further particulars from: [11, 1140, 161, 1174]
paragraph: Peter Billings v. Angus Macdonald—Claim, £4 14s 6d for damages and breach of contract.: [952, 1079, 1104, 1105]
divider: [11, 1251, 161, 1252]
paragraph: SUICIDE.—Mr W. F. Warner, of Christchurch (says the Press) received a telegram on Saturday that one Charles Lockwood, a shepherd and station hand, well known in the Rakaia district, had committed suicide. From information to hand, it appears that he with his brother were out prospecting in Browning's Pass. He lived in a tent, and recently had been engaged in building others. On Thursday he was last seen. He was then in a despondent frame of mind, presumably caused by commercial losses. At one time he was fairly well to do, and occupied the Windwhistle Hotel. His body was discovered by the employees of the Christchurch Gold-mining Company, whose claim is in the vicinity. Noticing no one about the hut for a couple of days the men made a search, and discovered Lockwood's body in a bunk. Hanging over the side was one arm, the vein of which had been severed, so that it is presumed the man bled to death. Access to the spot is so difficult that it is probable no inquest will be held.: [638, 502, 789, 721]
centered-line: Geraldine, 18th Jan., 1886.: [823, 1198, 917, 1207]
paragraph: Mrs Hargreaves, Bank of New Zealand, Temuka—Wants a nurse girl.: [795, 703, 946, 720]
signature-line: A. W. MANN, Postmaster.: [351, 541, 448, 550]
paragraph: SEADOWN WATER-SUPPLY.—The Clerk to the Geraldine County Council, Mr F. W. Stubbs, announces that a plan of the Seadown Water Supply District is now open for inspection at the County Council's office, Timaru, and that all persons affected by the construction of the said works, and objecting to the same, are required to lodge their complaints not later than Friday, the 26th February next.: [481, 730, 632, 814]
divider: [795, 651, 945, 652]
divider: [168, 309, 318, 310]
section-heading: TRIAL OF THE NEWEST: [191, 311, 294, 321]
paragraph: Admission—Non-Members, One Shilling; Children, Sixpence.: [167, 114, 318, 131]
paragraph: W. S. MASLIN has received instructions from Mr George Ward, who has sold his farm, to Sell by Public Auction, on: [11, 679, 161, 705]
divider: [325, 259, 475, 260]
section-heading: BARRISTER AND SOLICITOR,: [22, 1211, 150, 1221]
paragraph: Middle Park Stud Company's blk f by Apremont—Idalia: [952, 726, 1104, 743]
section-heading: TUESDAY, JANUARY 19, 1886.: [336, 697, 463, 707]
columns: [8, 20, 1106, 1550]
paragraph: NOTICE is hereby given that I, SAMUEL BURROWS, of Temuka, in the Provincial District of Canterbury, Hotelkeeper, have this day filed in the said Court at Timaru, a petition to be adjudged a Bankrupt.: [167, 569, 318, 612]
section-heading: TENDERS.: [63, 946, 109, 956]
paragraph: Entries received till 10 a.m. The Show will be open to the public from 2.30 p.m. till 9 p.m.: [167, 86, 318, 112]
